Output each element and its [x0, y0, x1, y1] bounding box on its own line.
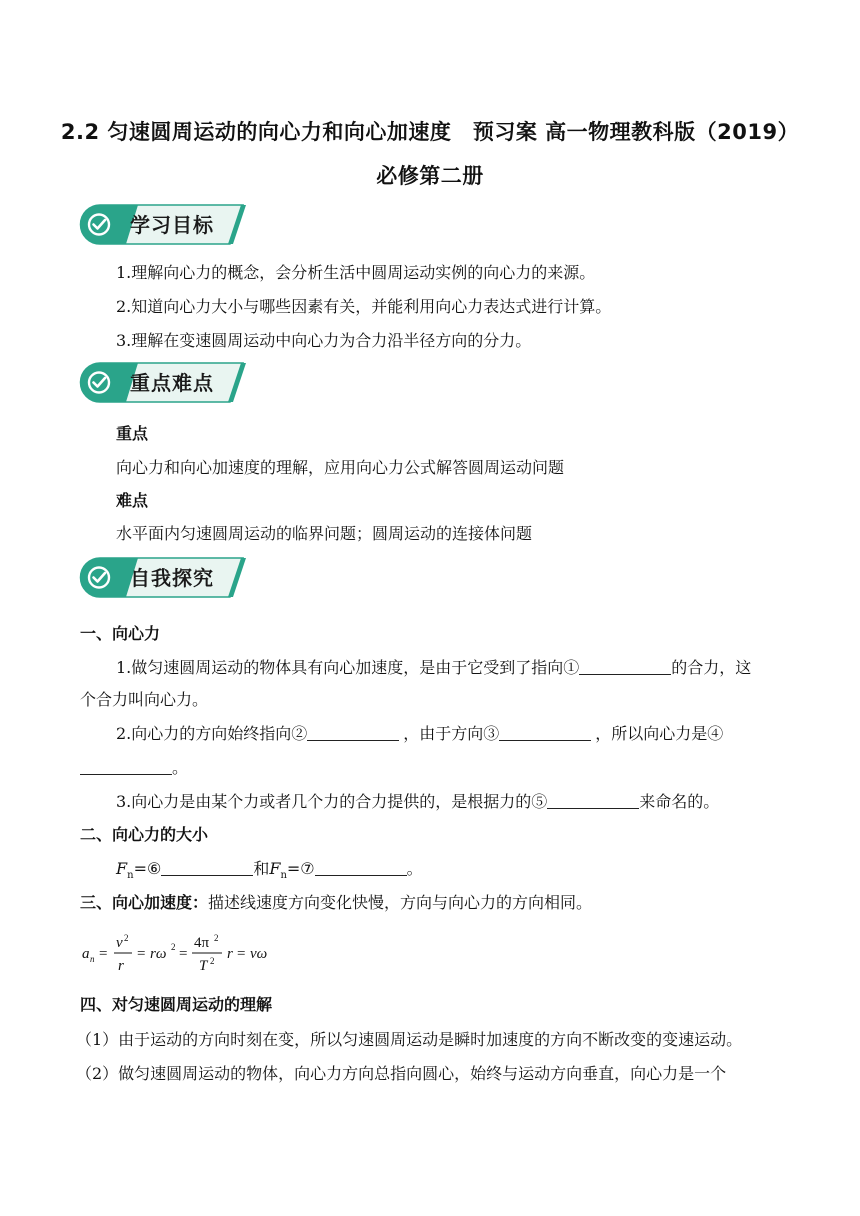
goal-item: 2.知道向心力大小与哪些因素有关，并能利用向心力表达式进行计算。 [116, 297, 612, 316]
fill-blank-3[interactable] [499, 724, 591, 741]
section-badge-self-explore [78, 553, 248, 603]
formula-r: r [227, 946, 233, 962]
formula-sub-n: n [90, 954, 95, 964]
document-title-line1: 2.2 匀速圆周运动的向心力和向心加速度 预习案 高一物理教科版（2019） [60, 120, 800, 144]
formula-eq: = [179, 946, 188, 962]
formula-4pi: 4π [194, 935, 210, 951]
symbol: F [116, 859, 128, 878]
text: 2.向心力的方向始终指向② [116, 724, 308, 743]
formula-eq: = [237, 946, 246, 962]
section-badge-key-points [78, 358, 248, 408]
paragraph-line [116, 724, 723, 744]
difficulty-label: 难点 [116, 491, 149, 510]
badge-label: 学习目标 [130, 213, 214, 237]
fill-blank-6[interactable] [161, 859, 253, 876]
text: 的合力，这 [671, 658, 752, 677]
subscript: n [280, 870, 287, 882]
fill-blank-1[interactable] [579, 658, 671, 675]
text: 来命名的。 [639, 792, 720, 811]
section-heading: 三、向心加速度： [80, 893, 209, 912]
formula-sq: 2 [214, 933, 219, 943]
subscript: n [127, 870, 134, 882]
focus-text: 向心力和向心加速度的理解，应用向心力公式解答圆周运动问题 [116, 458, 565, 477]
paragraph-line [116, 792, 719, 812]
formula-romega: rω [150, 946, 167, 962]
section-heading: 二、向心力的大小 [80, 825, 209, 844]
badge-label: 重点难点 [130, 371, 214, 395]
force-formula-line [116, 859, 423, 886]
goal-item: 1.理解向心力的概念，会分析生活中圆周运动实例的向心力的来源。 [116, 263, 596, 282]
goal-item: 3.理解在变速圆周运动中向心力为合力沿半径方向的分力。 [116, 331, 532, 350]
document-title-line2: 必修第二册 [376, 164, 484, 188]
formula-r: r [118, 958, 124, 974]
paragraph-line: 个合力叫向心力。 [80, 690, 209, 709]
paragraph-line: （2）做匀速圆周运动的物体，向心力方向总指向圆心，始终与运动方向垂直，向心力是一个 [76, 1064, 727, 1083]
text: 和 [253, 859, 270, 878]
text: 。 [406, 859, 423, 878]
formula-vomega: vω [250, 946, 268, 962]
paragraph-line [116, 658, 751, 678]
text: ，所以向心力是④ [595, 724, 724, 743]
text: ，由于方向③ [403, 724, 500, 743]
symbol: F [269, 859, 281, 878]
formula-eq: = [99, 946, 108, 962]
text: 。 [172, 758, 189, 777]
focus-label: 重点 [116, 424, 149, 443]
section-heading: 一、向心力 [80, 624, 161, 643]
fill-blank-7[interactable] [315, 859, 407, 876]
section-heading: 四、对匀速圆周运动的理解 [80, 995, 273, 1014]
formula-sq: 2 [171, 942, 176, 952]
badge-label: 自我探究 [130, 566, 214, 590]
centripetal-acceleration-formula [82, 930, 282, 976]
difficulty-text: 水平面内匀速圆周运动的临界问题；圆周运动的连接体问题 [116, 524, 533, 543]
fill-blank-5[interactable] [547, 792, 639, 809]
section-badge-goals [78, 200, 248, 250]
formula-eq: = [137, 946, 146, 962]
formula-sq: 2 [210, 956, 215, 966]
paragraph-line [80, 758, 188, 778]
text: =⑦ [286, 859, 315, 878]
text: 3.向心力是由某个力或者几个力的合力提供的，是根据力的⑤ [116, 792, 548, 811]
text: 描述线速度方向变化快慢，方向与向心力的方向相同。 [208, 893, 593, 912]
text: =⑥ [133, 859, 162, 878]
formula-sq: 2 [124, 933, 129, 943]
formula-v: v [116, 935, 123, 951]
text: 1.做匀速圆周运动的物体具有向心加速度，是由于它受到了指向① [116, 658, 580, 677]
paragraph-line: （1）由于运动的方向时刻在变，所以匀速圆周运动是瞬时加速度的方向不断改变的变速运动。 [76, 1030, 743, 1049]
fill-blank-4[interactable] [80, 758, 172, 775]
formula-a: a [82, 946, 90, 962]
fill-blank-2[interactable] [307, 724, 399, 741]
paragraph-line [80, 893, 592, 913]
formula-T: T [199, 958, 208, 974]
